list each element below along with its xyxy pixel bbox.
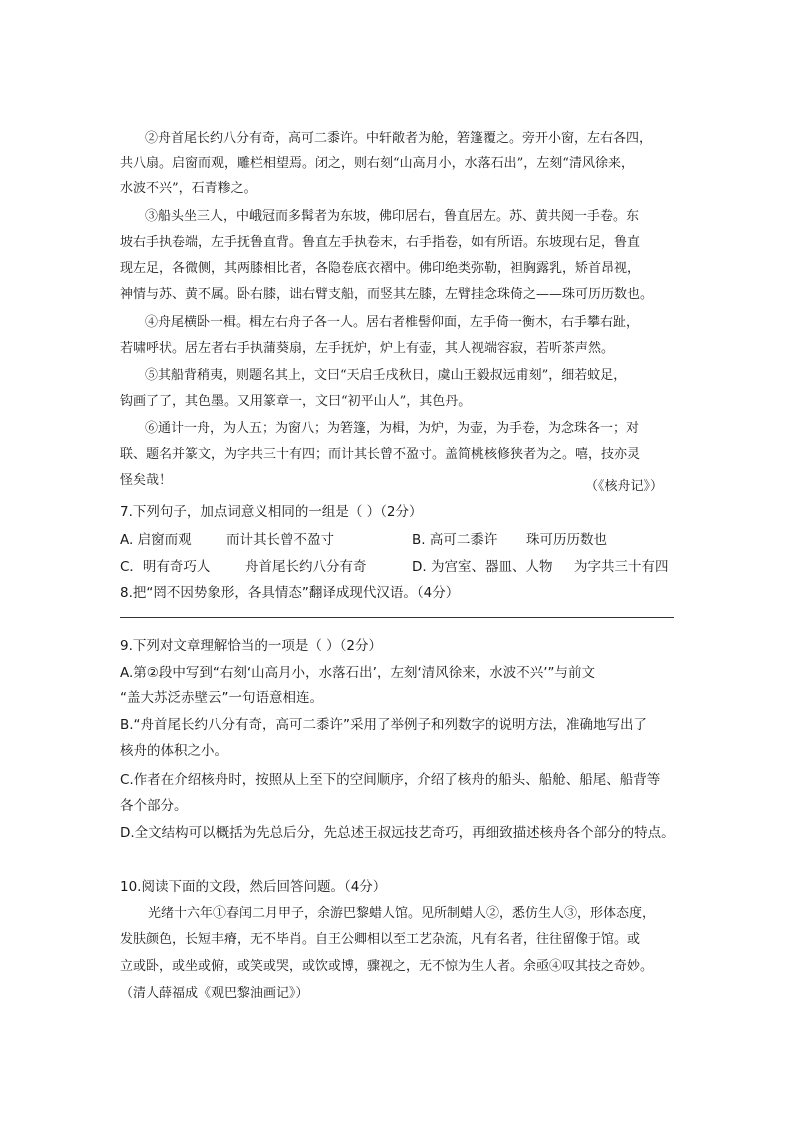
passage-p6-line-1: ⑥通计一舟，为人五；为窗八；为箬篷，为楫，为炉，为壶，为手卷，为念珠各一；对: [145, 421, 640, 436]
q7-stem: 7.下列句子，加点词意义相同的一组是（ ）（2分）: [120, 504, 423, 520]
passage-p5-line-2: 钩画了了，其色墨。又用篆章一，文曰“初平山人”，其色丹。: [120, 394, 472, 409]
q7-option-a: A. 启窗而观: [120, 532, 192, 548]
q10-text-line-2: 发肤颜色，长短丰瘠，无不毕肖。自王公卿相以至工艺杂流，凡有名者，往往留像于馆。或: [120, 932, 641, 947]
passage-p4-line-2: 若啸呼状。居左者右手执蒲葵扇，左手抚炉，炉上有壶，其人视端容寂，若听茶声然。: [120, 341, 615, 356]
passage-p3-line-3: 现左足，各微侧，其两膝相比者，各隐卷底衣褶中。佛印绝类弥勒，袒胸露乳，矫首昂视，: [120, 261, 641, 276]
q8-stem: 8.把“罔不因势象形，各具情态”翻译成现代汉语。（4分）: [120, 585, 460, 601]
q7-option-b-pair: 珠可历历数也: [526, 532, 607, 548]
q10-text-line-1: 光绪十六年①春闰二月甲子，余游巴黎蜡人馆。见所制蜡人②，悉仿生人③，形体态度，: [148, 906, 656, 921]
passage-p6-line-2: 联、题名并篆文，为字共三十有四；而计其长曾不盈寸。盖简桃核修狭者为之。嘻，技亦灵: [120, 447, 641, 462]
passage-p2-line-2: 共八扇。启窗而观，雕栏相望焉。闭之，则右刻“山高月小，水落石出”，左刻“清风徐来，: [120, 156, 634, 171]
q9-option-b-line-1: B.“舟首尾长约八分有奇，高可二黍许”采用了举例子和列数字的说明方法，准确地写出了: [120, 717, 648, 733]
q9-option-b-line-2: 核舟的体积之小。: [120, 743, 228, 759]
passage-source: （《核舟记》）: [585, 479, 664, 494]
passage-p6-line-3: 怪矣哉！: [120, 473, 173, 488]
q9-option-a-line-1: A.第②段中写到“右刻‘山高月小，水落石出’，左刻‘清风徐来，水波不兴’”与前文: [120, 665, 596, 681]
passage-p4-line-1: ④舟尾横卧一楫。楫左右舟子各一人。居右者椎髻仰面，左手倚一衡木，右手攀右趾，: [145, 315, 640, 330]
q10-text-line-3: 立或卧，或坐或俯，或笑或哭，或饮或博，骤视之，无不惊为生人者。余亟④叹其技之奇妙。: [120, 959, 654, 974]
passage-p5-line-1: ⑤其船背稍夷，则题名其上，文曰“天启壬戌秋日，虞山王毅叔远甫刻”，细若蚊足，: [145, 368, 627, 383]
passage-p2-line-1: ②舟首尾长约八分有奇，高可二黍许。中轩敞者为舱，箬篷覆之。旁开小窗，左右各四，: [145, 131, 653, 146]
q10-stem: 10.阅读下面的文段，然后回答问题。（4分）: [120, 879, 387, 895]
q7-option-b: B. 高可二黍许: [412, 532, 498, 548]
q9-option-d: D.全文结构可以概括为先总后分，先总述王叔远技艺奇巧，再细致描述核舟各个部分的特点。: [120, 825, 675, 841]
passage-p3-line-4: 神情与苏、黄不属。卧右膝，诎右臂支船，而竖其左膝，左臂挂念珠倚之——珠可历历数也。: [120, 287, 654, 302]
passage-p3-line-1: ③船头坐三人，中峨冠而多髯者为东坡，佛印居右，鲁直居左。苏、黄共阅一手卷。东: [145, 209, 640, 224]
q10-source: （清人薛福成《观巴黎油画记》）: [120, 986, 309, 1001]
q9-option-c-line-1: C.作者在介绍核舟时，按照从上至下的空间顺序，介绍了核舟的船头、船舱、船尾、船背等: [120, 772, 661, 788]
q7-option-d: D. 为宫室、器皿、人物: [412, 559, 553, 575]
q9-option-a-line-2: “盖大苏泛赤壁云”一句语意相连。: [120, 690, 323, 706]
q7-option-c-pair: 舟首尾长约八分有奇: [245, 559, 367, 575]
q7-option-d-pair: 为字共三十有四: [574, 559, 669, 575]
passage-p3-line-2: 坡右手执卷端，左手抚鲁直背。鲁直左手执卷末，右手指卷，如有所语。东坡现右足，鲁直: [120, 235, 641, 250]
q7-option-a-pair: 而计其长曾不盈寸: [226, 532, 334, 548]
passage-p2-line-3: 水波不兴”，石青糁之。: [120, 181, 257, 196]
q9-option-c-line-2: 各个部分。: [120, 798, 188, 814]
q9-stem: 9.下列对文章理解恰当的一项是（ ）（2分）: [120, 638, 383, 654]
q7-option-c: C．明有奇巧人: [120, 559, 211, 575]
q8-answer-line[interactable]: [120, 617, 674, 618]
